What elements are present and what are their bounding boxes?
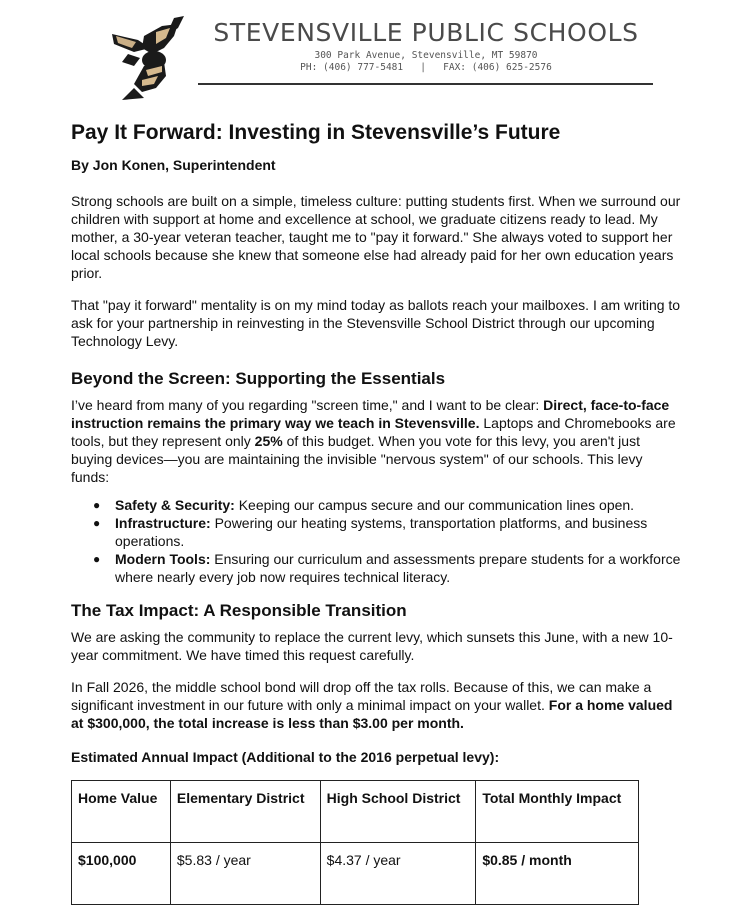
table-cell-text: $100,000 <box>78 852 137 868</box>
table-header-row <box>72 781 639 843</box>
table-header-cell <box>170 781 320 843</box>
table-header-text: Total Monthly Impact <box>482 790 622 806</box>
paragraph-bold-text: Direct, face-to-face instruction remains the primary way we teach in Stevensville. <box>71 397 670 431</box>
school-phone-fax: PH: (406) 777-5481 | FAX: (406) 625-2576 <box>300 62 552 73</box>
replace-levy-paragraph: We are asking the community to replace the current levy, which sunsets this June, with a new 10-year commitment. We have timed this request carefully. <box>71 629 673 663</box>
paragraph-text: Laptops and Chromebooks are tools, but they represent only <box>71 415 676 449</box>
bullet-icon: ● <box>93 516 101 530</box>
screen-time-paragraph <box>71 396 681 486</box>
table-cell: $5.83 / year <box>170 843 320 905</box>
percent-text: 25% <box>254 433 283 449</box>
school-name: STEVENSVILLE PUBLIC SCHOOLS <box>213 18 639 47</box>
levy-funds-list <box>71 496 681 586</box>
letterhead <box>0 0 750 100</box>
table-cell-text: $0.85 / month <box>482 852 572 868</box>
table-cell <box>72 843 171 905</box>
table-header-cell <box>72 781 171 843</box>
table-cell <box>476 843 639 905</box>
list-item-label: Modern Tools: <box>115 551 211 567</box>
article-title: Pay It Forward: Investing in Stevensville’s Future <box>71 121 561 144</box>
intro-paragraph: Strong schools are built on a simple, timeless culture: putting students first. When we surround our children with support at home and excellence at school, we graduate citizens ready to lead. My mother, a 30-year veteran teacher, taught me to "pay it forward." She always voted to support her local schools because she knew that someone else had already paid for her own education years prior. <box>71 193 681 281</box>
table-header-cell <box>476 781 639 843</box>
table-header-text: Elementary District <box>176 790 305 806</box>
bullet-icon: ● <box>93 498 101 512</box>
list-item-text: Ensuring our curriculum and assessments prepare students for a workforce where nearly every job now requires technical literacy. <box>115 551 681 585</box>
hornet-mascot-icon <box>104 14 188 102</box>
article-body <box>71 120 681 905</box>
list-item-label: Safety & Security: <box>115 497 235 513</box>
table-cell: $4.37 / year <box>320 843 476 905</box>
list-item-text: Powering our heating systems, transportation platforms, and business operations. <box>115 515 648 549</box>
paragraph-text: of this budget. When you vote for this levy, you aren't just buying devices—you are maintaining the invisible "nervous system" of our schools. This levy funds: <box>71 433 643 485</box>
section-heading-essentials: Beyond the Screen: Supporting the Essentials <box>71 369 446 388</box>
paragraph-text: I’ve heard from many of you regarding "screen time," and I want to be clear: <box>71 397 544 413</box>
list-item-label: Infrastructure: <box>115 515 211 531</box>
bond-paragraph <box>71 678 681 732</box>
paragraph-bold-text: For a home valued at $300,000, the total increase is less than $3.00 per month. <box>71 697 673 731</box>
table-caption: Estimated Annual Impact (Additional to the 2016 perpetual levy): <box>71 749 500 765</box>
table-row <box>72 843 639 905</box>
school-address: 300 Park Avenue, Stevensville, MT 59870 <box>314 50 538 61</box>
table-header-text: Home Value <box>78 790 158 806</box>
letterhead-rule <box>198 83 653 85</box>
section-heading-tax-impact: The Tax Impact: A Responsible Transition <box>71 601 407 620</box>
table-header-text: High School District <box>326 790 461 806</box>
paragraph-text: In Fall 2026, the middle school bond will drop off the tax rolls. Because of this, we can make a significant investment in our future with only a minimal impact on your wallet. <box>71 679 652 713</box>
levy-paragraph: That "pay it forward" mentality is on my mind today as ballots reach your mailboxes. I am writing to ask for your partnership in reinvesting in the Stevensville School District through our upcoming Technology Levy. <box>71 297 681 349</box>
table-header-cell <box>320 781 476 843</box>
list-item-text: Keeping our campus secure and our communication lines open. <box>234 497 635 513</box>
list-item <box>93 550 681 586</box>
impact-table <box>71 780 639 905</box>
bullet-icon: ● <box>93 552 101 566</box>
list-item <box>93 496 681 514</box>
list-item <box>93 514 681 550</box>
byline: By Jon Konen, Superintendent <box>71 157 276 173</box>
